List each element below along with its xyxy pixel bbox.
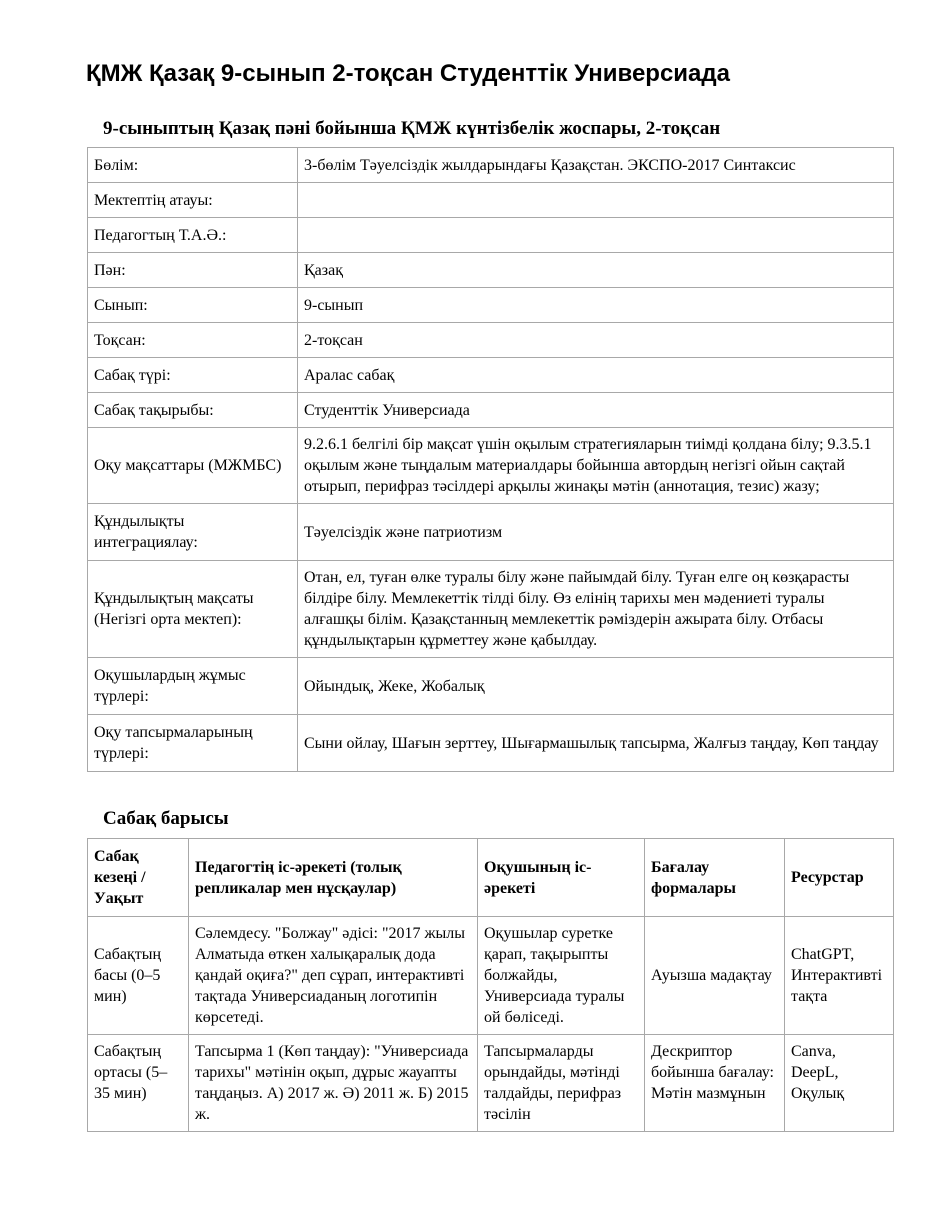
info-row-lesson-type [88,358,894,393]
column-header-teacher: Педагогтің іс-әрекеті (толық репликалар мен нұсқаулар) [189,839,478,917]
column-header-stage: Сабақ кезеңі / Уақыт [88,839,189,917]
info-row-subject [88,253,894,288]
info-row-learning-objectives [88,428,894,504]
info-value: Қазақ [298,253,894,288]
info-row-lesson-topic [88,393,894,428]
info-row-teacher [88,218,894,253]
info-value: Ойындық, Жеке, Жобалық [298,658,894,715]
lesson-flow-table [87,838,894,1132]
info-label: Оқу тапсырмаларының түрлері: [88,715,298,772]
info-row-section [88,148,894,183]
info-label: Оқу мақсаттары (МЖМБС) [88,428,298,504]
stage-cell: Сабақтың ортасы (5–35 мин) [88,1035,189,1132]
info-value: Аралас сабақ [298,358,894,393]
student-activity-cell: Тапсырмаларды орындайды, мәтінді талдайды, перифраз тәсілін [478,1035,645,1132]
teacher-activity-cell: Сәлемдесу. "Болжау" әдісі: "2017 жылы Алматыда өткен халықаралық дода қандай оқиға?" деп сұрап, интерактивті тақтада Универсиаданың логотипін көрсетеді. [189,917,478,1035]
info-row-quarter [88,323,894,358]
info-value: 9-сынып [298,288,894,323]
info-row-work-types [88,658,894,715]
info-value: Отан, ел, туған өлке туралы білу және пайымдай білу. Туған елге оң көзқарасты білдіре білу. Мемлекеттік тілді білу. Өз елінің тарихы мен мәдениеті туралы алғашқы білім. Қазақстанның мемлекеттік рәміздерін ажырата білу. Отбасы құндылықтарын құрметтеу және қабылдау. [298,561,894,658]
info-label: Сабақ тақырыбы: [88,393,298,428]
info-label: Пән: [88,253,298,288]
column-header-assessment: Бағалау формалары [645,839,785,917]
info-label: Мектептің атауы: [88,183,298,218]
lesson-flow-heading: Сабақ барысы [103,808,229,829]
stage-cell: Сабақтың басы (0–5 мин) [88,917,189,1035]
student-activity-cell: Оқушылар суретке қарап, тақырыпты болжайды, Универсиада туралы ой бөліседі. [478,917,645,1035]
info-value: Студенттік Универсиада [298,393,894,428]
plan-heading: 9-сыныптың Қазақ пәні бойынша ҚМЖ күнтізбелік жоспары, 2-тоқсан [103,118,721,139]
info-value: 3-бөлім Тәуелсіздік жылдарындағы Қазақстан. ЭКСПО-2017 Синтаксис [298,148,894,183]
info-value: 2-тоқсан [298,323,894,358]
info-label: Оқушылардың жұмыс түрлері: [88,658,298,715]
info-value: 9.2.6.1 белгілі бір мақсат үшін оқылым стратегияларын тиімді қолдана білу; 9.3.5.1 оқылым және тыңдалым материалдары бойынша автордың негізгі ойын сақтай отырып, перифраз тәсілдері арқылы жинақы мәтін (аннотация, тезис) жазу; [298,428,894,504]
flow-row-beginning [88,917,894,1035]
info-label: Сынып: [88,288,298,323]
info-label: Құндылықтың мақсаты (Негізгі орта мектеп): [88,561,298,658]
info-label: Бөлім: [88,148,298,183]
info-label: Құндылықты интеграциялау: [88,504,298,561]
info-label: Тоқсан: [88,323,298,358]
flow-row-middle [88,1035,894,1132]
info-row-value-integration [88,504,894,561]
column-header-resources: Ресурстар [785,839,894,917]
resources-cell: Canva, DeepL, Оқулық [785,1035,894,1132]
document-title: ҚМЖ Қазақ 9-сынып 2-тоқсан Студенттік Универсиада [86,60,730,87]
info-value: Сыни ойлау, Шағын зерттеу, Шығармашылық тапсырма, Жалғыз таңдау, Көп таңдау [298,715,894,772]
info-row-task-types [88,715,894,772]
info-row-grade [88,288,894,323]
assessment-cell: Ауызша мадақтау [645,917,785,1035]
info-value: Тәуелсіздік және патриотизм [298,504,894,561]
teacher-activity-cell: Тапсырма 1 (Көп таңдау): "Универсиада тарихы" мәтінін оқып, дұрыс жауапты таңдаңыз. А) 2017 ж. Ә) 2011 ж. Б) 2015 ж. [189,1035,478,1132]
info-label: Педагогтың Т.А.Ә.: [88,218,298,253]
assessment-cell: Дескриптор бойынша бағалау: Мәтін мазмұнын [645,1035,785,1132]
info-row-school [88,183,894,218]
column-header-student: Оқушының іс-әрекеті [478,839,645,917]
info-value [298,218,894,253]
resources-cell: ChatGPT, Интерактивті тақта [785,917,894,1035]
info-value [298,183,894,218]
flow-header-row [88,839,894,917]
info-label: Сабақ түрі: [88,358,298,393]
info-row-value-goal [88,561,894,658]
lesson-info-table [87,147,894,772]
